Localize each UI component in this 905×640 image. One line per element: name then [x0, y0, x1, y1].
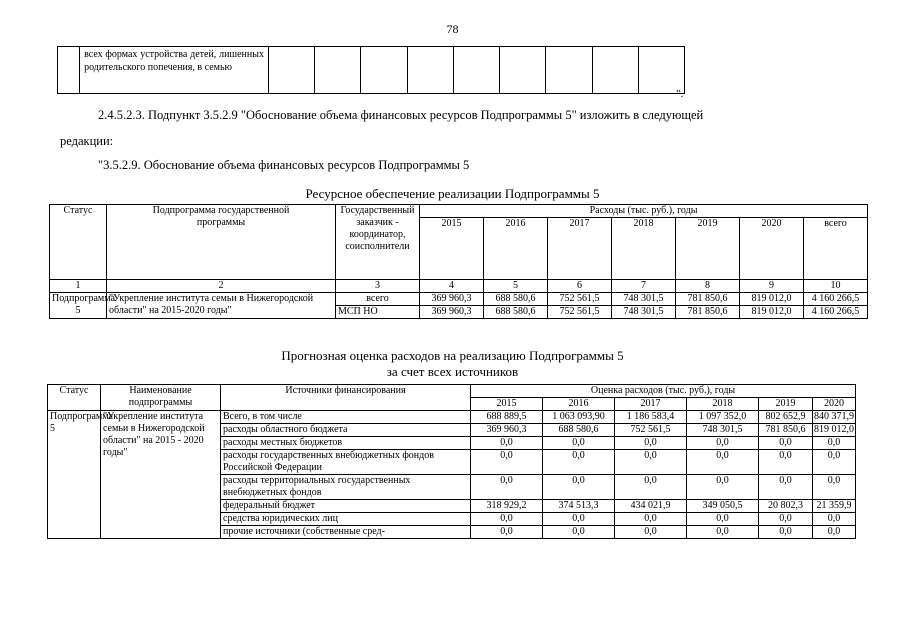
th-year: 2017	[548, 218, 612, 280]
value-cell: 819 012,0	[740, 306, 804, 319]
value-cell: 369 960,3	[420, 293, 484, 306]
value-cell: 1 097 352,0	[687, 411, 759, 424]
value-cell: 1 186 583,4	[615, 411, 687, 424]
th-expenses: Расходы (тыс. руб.), годы	[420, 205, 868, 218]
th-customer: Государственный заказчик - координатор, соисполнители	[336, 205, 420, 280]
value-cell: 4 160 266,5	[804, 306, 868, 319]
th-year: 2019	[759, 398, 813, 411]
source-cell: федеральный бюджет	[221, 500, 471, 513]
col-number: 1	[50, 280, 107, 293]
value-cell: 434 021,9	[615, 500, 687, 513]
value-cell: 752 561,5	[548, 293, 612, 306]
value-cell: 20 802,3	[759, 500, 813, 513]
col-number: 5	[484, 280, 548, 293]
value-cell: 0,0	[471, 526, 543, 539]
value-cell: 840 371,9	[814, 411, 855, 422]
value-cell: 0,0	[615, 513, 687, 526]
value-cell: 0,0	[543, 437, 615, 450]
continuation-text: всех формах устройства детей, лишенных родительского попечения, в семью	[80, 47, 269, 94]
value-cell: 369 960,3	[471, 424, 543, 437]
value-cell: 0,0	[813, 437, 856, 450]
th-year: 2018	[687, 398, 759, 411]
value-cell: 0,0	[543, 526, 615, 539]
continuation-table	[57, 46, 685, 94]
th-subprogram: Подпрограмма государственной программы	[107, 205, 336, 280]
value-cell: 21 359,9	[813, 500, 856, 513]
value-cell: 748 301,5	[612, 306, 676, 319]
closing-quote: ".	[676, 88, 684, 100]
value-cell: 748 301,5	[612, 293, 676, 306]
th-year: 2015	[471, 398, 543, 411]
th-year: 2017	[615, 398, 687, 411]
customer-cell: всего	[336, 293, 420, 306]
table1-caption: Ресурсное обеспечение реализации Подпрограммы 5	[305, 186, 600, 201]
th-estimate: Оценка расходов (тыс. руб.), годы	[471, 385, 856, 398]
th-year: 2020	[740, 218, 804, 280]
th-year: 2016	[543, 398, 615, 411]
status-cell: Подпрограмма 5	[48, 411, 101, 539]
resource-table	[49, 204, 868, 319]
value-cell: 748 301,5	[687, 424, 759, 437]
value-cell: 349 050,5	[687, 500, 759, 513]
source-cell: Всего, в том числе	[221, 411, 471, 424]
col-number: 2	[107, 280, 336, 293]
subprogram-cell: "Укрепление института семьи в Нижегородской области" на 2015-2020 годы"	[107, 293, 336, 319]
value-cell: 0,0	[759, 526, 813, 539]
col-number: 10	[804, 280, 868, 293]
value-cell: 0,0	[687, 450, 759, 475]
value-cell: 0,0	[543, 475, 615, 500]
value-cell: 0,0	[759, 437, 813, 450]
value-cell: 0,0	[615, 475, 687, 500]
value-cell: 0,0	[471, 450, 543, 475]
th-name: Наименование подпрограммы	[101, 385, 221, 411]
value-cell: 318 929,2	[471, 500, 543, 513]
value-cell: 781 850,6	[676, 306, 740, 319]
value-cell: 0,0	[687, 513, 759, 526]
value-cell: 0,0	[813, 475, 856, 500]
value-cell: 752 561,5	[615, 424, 687, 437]
value-cell: 0,0	[471, 475, 543, 500]
value-cell: 0,0	[471, 437, 543, 450]
value-cell: 819 012,0	[814, 424, 855, 435]
page-number: 78	[446, 22, 459, 36]
table2-subcaption: за счет всех источников	[386, 364, 519, 379]
th-status: Статус	[50, 205, 107, 280]
paragraph-heading: "3.5.2.9. Обоснование объема финансовых ресурсов Подпрограммы 5	[98, 158, 470, 172]
source-cell: средства юридических лиц	[221, 513, 471, 526]
value-cell: 0,0	[471, 513, 543, 526]
value-cell: 0,0	[687, 526, 759, 539]
value-cell: 688 580,6	[543, 424, 615, 437]
th-status: Статус	[48, 385, 101, 411]
value-cell: 752 561,5	[548, 306, 612, 319]
col-number: 6	[548, 280, 612, 293]
name-cell: "Укрепление института семьи в Нижегородской области" на 2015 - 2020 годы"	[101, 411, 221, 539]
th-year: 2019	[676, 218, 740, 280]
value-cell: 688 580,6	[484, 293, 548, 306]
value-cell: 688 889,5	[471, 411, 543, 424]
value-cell: 781 850,6	[759, 424, 813, 437]
table2-caption: Прогнозная оценка расходов на реализацию Подпрограммы 5	[281, 348, 624, 363]
value-cell: 819 012,0	[740, 293, 804, 306]
value-cell: 0,0	[813, 450, 856, 475]
col-number: 4	[420, 280, 484, 293]
value-cell: 0,0	[615, 450, 687, 475]
value-cell: 0,0	[543, 450, 615, 475]
value-cell: 4 160 266,5	[804, 293, 868, 306]
paragraph-amendment: 2.4.5.2.3. Подпункт 3.5.2.9 "Обоснование объема финансовых ресурсов Подпрограммы 5" изложить в следующей	[98, 108, 704, 122]
value-cell: 802 652,9	[759, 411, 813, 424]
th-year: 2016	[484, 218, 548, 280]
value-cell: 0,0	[543, 513, 615, 526]
customer-cell: МСП НО	[336, 306, 420, 319]
value-cell: 0,0	[687, 437, 759, 450]
source-cell: прочие источники (собственные сред-	[221, 526, 471, 539]
th-sources: Источники финансирования	[221, 385, 471, 411]
value-cell: 374 513,3	[543, 500, 615, 513]
value-cell: 0,0	[615, 526, 687, 539]
empty-cell	[58, 47, 80, 94]
col-number: 9	[740, 280, 804, 293]
col-number: 7	[612, 280, 676, 293]
th-year: 2015	[420, 218, 484, 280]
th-year: 2020	[813, 398, 856, 411]
value-cell: 0,0	[813, 513, 856, 526]
value-cell: 369 960,3	[420, 306, 484, 319]
source-cell: расходы государственных внебюджетных фондов Российской Федерации	[221, 450, 471, 475]
th-total: всего	[804, 218, 868, 280]
value-cell: 0,0	[615, 437, 687, 450]
col-number: 3	[336, 280, 420, 293]
paragraph-amendment-cont: редакции:	[60, 134, 114, 148]
source-cell: расходы областного бюджета	[221, 424, 471, 437]
value-cell: 0,0	[759, 450, 813, 475]
value-cell: 0,0	[813, 526, 856, 539]
value-cell: 0,0	[687, 475, 759, 500]
th-year: 2018	[612, 218, 676, 280]
forecast-table	[47, 384, 856, 539]
status-cell: Подпрограмма 5	[50, 293, 107, 319]
col-number: 8	[676, 280, 740, 293]
source-cell: расходы территориальных государственных внебюджетных фондов	[221, 475, 471, 500]
value-cell: 0,0	[759, 513, 813, 526]
value-cell: 1 063 093,90	[543, 411, 615, 424]
source-cell: расходы местных бюджетов	[221, 437, 471, 450]
value-cell: 0,0	[759, 475, 813, 500]
value-cell: 781 850,6	[676, 293, 740, 306]
value-cell: 688 580,6	[484, 306, 548, 319]
